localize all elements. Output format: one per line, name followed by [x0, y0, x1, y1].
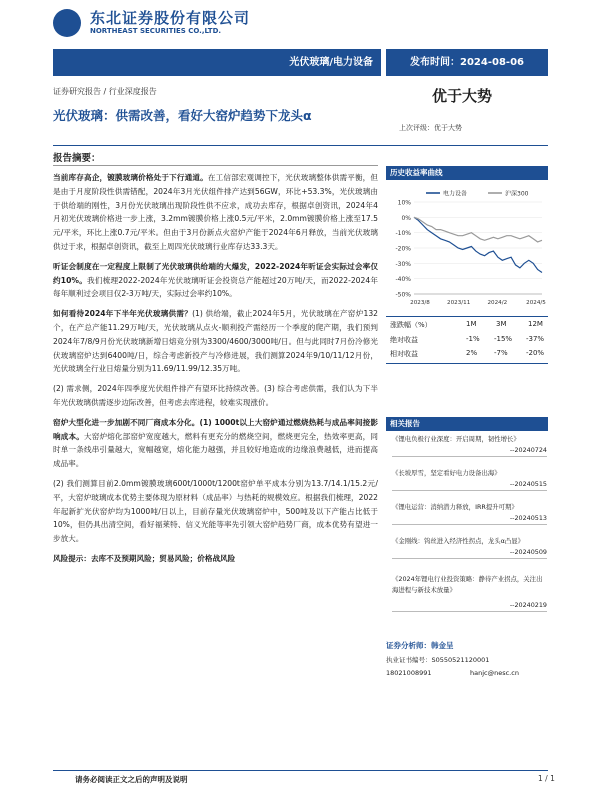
related-divider [392, 490, 547, 491]
report-title: 光伏玻璃：供需改善，看好大窑炉趋势下龙头α [53, 108, 312, 123]
summary-body [53, 171, 378, 572]
table-row [386, 349, 548, 360]
related-divider [392, 524, 547, 525]
related-report-date: --20240515 [509, 480, 547, 488]
row-value: -37% [526, 335, 545, 343]
summary-paragraph [53, 307, 378, 376]
related-divider [392, 456, 547, 457]
x-tick-label: 2023/11 [447, 300, 471, 306]
summary-paragraph [53, 477, 378, 546]
y-tick-label: -10% [395, 230, 411, 238]
paragraph-text: 大窑炉熔化部窑炉宽度越大，燃料有更充分的燃烧空间，燃烧更完全，热效率更高，同时单一条线串引量越大，宽幅越宽，熔化能力越强，并且较好地造成的边缘浪费越低，进而提高成品率。 [53, 431, 378, 469]
footer-disclaimer: 请务必阅读正文之后的声明及说明 [75, 775, 188, 784]
related-report-title: 《2024年锂电行业投资策略：静待产业拐点，关注出海进程与新技术放量》 [392, 575, 543, 594]
publish-band [386, 49, 548, 76]
performance-chart [386, 186, 548, 311]
y-tick-label: -50% [395, 291, 411, 299]
related-report-date: --20240509 [509, 548, 547, 556]
row-value: -1% [466, 335, 480, 343]
related-report[interactable] [392, 502, 547, 525]
row-value: -7% [494, 349, 508, 357]
y-tick-label: -30% [395, 260, 411, 268]
summary-paragraph [53, 171, 378, 254]
rating: 优于大势 [432, 87, 493, 105]
company-logo [53, 9, 81, 37]
related-report-date: --20240219 [509, 601, 547, 609]
related-report[interactable] [392, 468, 547, 491]
legend-label: 沪深300 [505, 190, 529, 198]
related-report-title: 《锂电负极行业深度：开启周期，韧性增长》 [392, 435, 520, 443]
y-tick-label: 10% [397, 199, 411, 207]
row-label: 绝对收益 [390, 336, 418, 344]
related-report-title: 《锂电运营：消纳潜力释放，IRR提升可期》 [392, 503, 518, 511]
paragraph-lead: 听证会制度在一定程度上限制了光伏玻璃供给端的大爆发，2022-2024年听证会实际过会率仅约10%。 [53, 261, 378, 285]
x-tick-label: 2023/8 [410, 300, 430, 306]
summary-paragraph [53, 416, 378, 471]
related-report-date: --20240724 [509, 446, 547, 454]
table-bottom-rule [386, 363, 548, 364]
row-label: 相对收益 [390, 350, 418, 358]
x-tick-label: 2024/2 [487, 300, 508, 306]
paragraph-text: (1) 供给端，截止2024年5月，光伏玻璃在产窑炉132个，在产总产能11.29万吨/天，光伏玻璃从点火-顺利投产需经历一个季度的爬产期，我们预判2024年7/8/9月份光伏玻璃新增日熔竞分别为3300/4600/3000吨/日。但与此同时7月份冷修光伏玻璃窑炉达到6400吨/日，综合考虑新投产与冷修进展，我们测算2024年9/10/11/12月份，光伏玻璃全行业日熔量分别为11.69/11.99/12.35万吨。 [53, 309, 378, 374]
chart-heading: 历史收益率曲线 [386, 166, 548, 180]
perf-table-header [386, 320, 548, 331]
publish-date: 发布时间：2024-08-06 [410, 57, 524, 68]
sector-band [53, 49, 381, 76]
paragraph-lead: 如何看待2024年下半年光伏玻璃供需？ [53, 309, 193, 319]
row-value: -15% [494, 335, 513, 343]
related-heading: 相关报告 [386, 417, 548, 431]
related-report-title: 《金刚线：钨丝进入经济性拐点，龙头α凸显》 [392, 537, 525, 545]
summary-divider [53, 165, 378, 166]
y-tick-label: 0% [401, 214, 411, 222]
paragraph-lead: 当前库存高企，镀膜玻璃价格处于下行通道。 [53, 173, 208, 182]
x-tick-label: 2024/5 [526, 300, 546, 306]
table-row [386, 335, 548, 346]
related-report[interactable] [392, 536, 547, 559]
page-number: 1 / 1 [538, 774, 555, 783]
table-top-rule [386, 316, 548, 317]
analyst-email[interactable]: hanjc@nesc.cn [470, 669, 519, 677]
paragraph-text: 我们梳理2022-2024年光伏玻璃听证会投资总产能超过20万吨/天，而2022-2024年每年顺利过会项目仅2-3万吨/天，实际过会率约10%。 [53, 275, 378, 299]
series-line [414, 217, 542, 272]
previous-rating: 上次评级：优于大势 [399, 124, 462, 132]
related-divider [392, 611, 547, 612]
breadcrumb: 证券研究报告 / 行业深度报告 [53, 87, 157, 96]
analyst-phone: 18021008991 [386, 669, 432, 677]
paragraph-lead: 窑炉大型化进一步加剧不同厂商成本分化。(1) 1000t以上大窑炉通过燃烧热耗与成品率间接影响成本。 [53, 417, 378, 441]
series-line [414, 217, 542, 242]
title-divider [53, 145, 548, 146]
row-value: 2% [466, 349, 478, 357]
related-report[interactable] [392, 434, 547, 457]
sector-label: 光伏玻璃/电力设备 [289, 57, 373, 68]
perf-col-label: 涨跌幅（%） [390, 321, 432, 329]
analyst-heading: 证券分析师：韩金呈 [386, 641, 454, 650]
risk-text: 去库不及预期风险；贸易风险；价格战风险 [90, 553, 236, 563]
summary-heading: 报告摘要： [53, 153, 101, 164]
related-report[interactable] [392, 574, 547, 612]
perf-col-12m: 12M [528, 320, 543, 328]
company-name-cn: 东北证券股份有限公司 [90, 9, 251, 27]
paragraph-text: 在工信部宏观调控下，光伏玻璃整体供需平衡，但是由于月度阶段性供需错配，2024年3月光伏组件排产达到56GW，环比+53.3%，光伏玻璃由于供给端的刚性，3月份光伏玻璃出现阶段性供不应求，成功去库存，根据卓创资讯，2024年4月初光伏玻璃价格进一步上涨，3.2mm镀膜价格上涨0.5元/平米，2.0mm镀膜价格上涨至17.5元/平米，环比上涨0.7元/平米。但由于3月份新点火窑炉产能于2024年6月释放，当前光伏玻璃供过于求，根据卓创资讯，截至上周四光伏玻璃行业库存达33.3天。 [53, 173, 379, 251]
related-report-date: --20240513 [509, 514, 547, 522]
legend-label: 电力设备 [443, 190, 468, 198]
perf-col-3m: 3M [496, 320, 507, 328]
y-tick-label: -20% [395, 245, 411, 253]
related-report-title: 《长坡厚雪，坚定看好电力设备出海》 [392, 469, 501, 477]
paragraph-text: (2) 需求侧，2024年四季度光伏组件排产有望环比持续改善。(3) 综合考虑供需，我们认为下半年光伏玻璃供需逐步边际改善，但考虑去库进程，较难实现涨价。 [53, 384, 378, 407]
summary-paragraph [53, 382, 378, 410]
perf-col-1m: 1M [466, 320, 477, 328]
analyst-license: 执业证书编号：S0550521120001 [386, 656, 490, 664]
risk-paragraph [53, 552, 378, 566]
footer-divider [53, 770, 548, 771]
company-name-en: NORTHEAST SECURITIES CO.,LTD. [90, 27, 222, 35]
paragraph-text: (2) 我们测算目前2.0mm镀膜玻璃600t/1000t/1200t窑炉单平成本分别为13.7/14.1/15.2元/平，大窑炉玻璃成本优势主要体现为原材料（成品率）与热耗的规模效应。根据我们梳理，2022年起新扩光伏窑炉均为1000吨/日以上，目前存量光伏玻璃窑炉中，500吨及以下产能占比低于10%，但仍具出清空间，看好福莱特、信义光能等率先引领大窑炉趋势厂商，成本优势有望进一步放大。 [53, 478, 378, 544]
y-tick-label: -40% [395, 276, 411, 284]
related-divider [392, 558, 547, 559]
summary-paragraph [53, 260, 378, 301]
row-value: -20% [526, 349, 545, 357]
risk-label: 风险提示： [53, 553, 91, 563]
